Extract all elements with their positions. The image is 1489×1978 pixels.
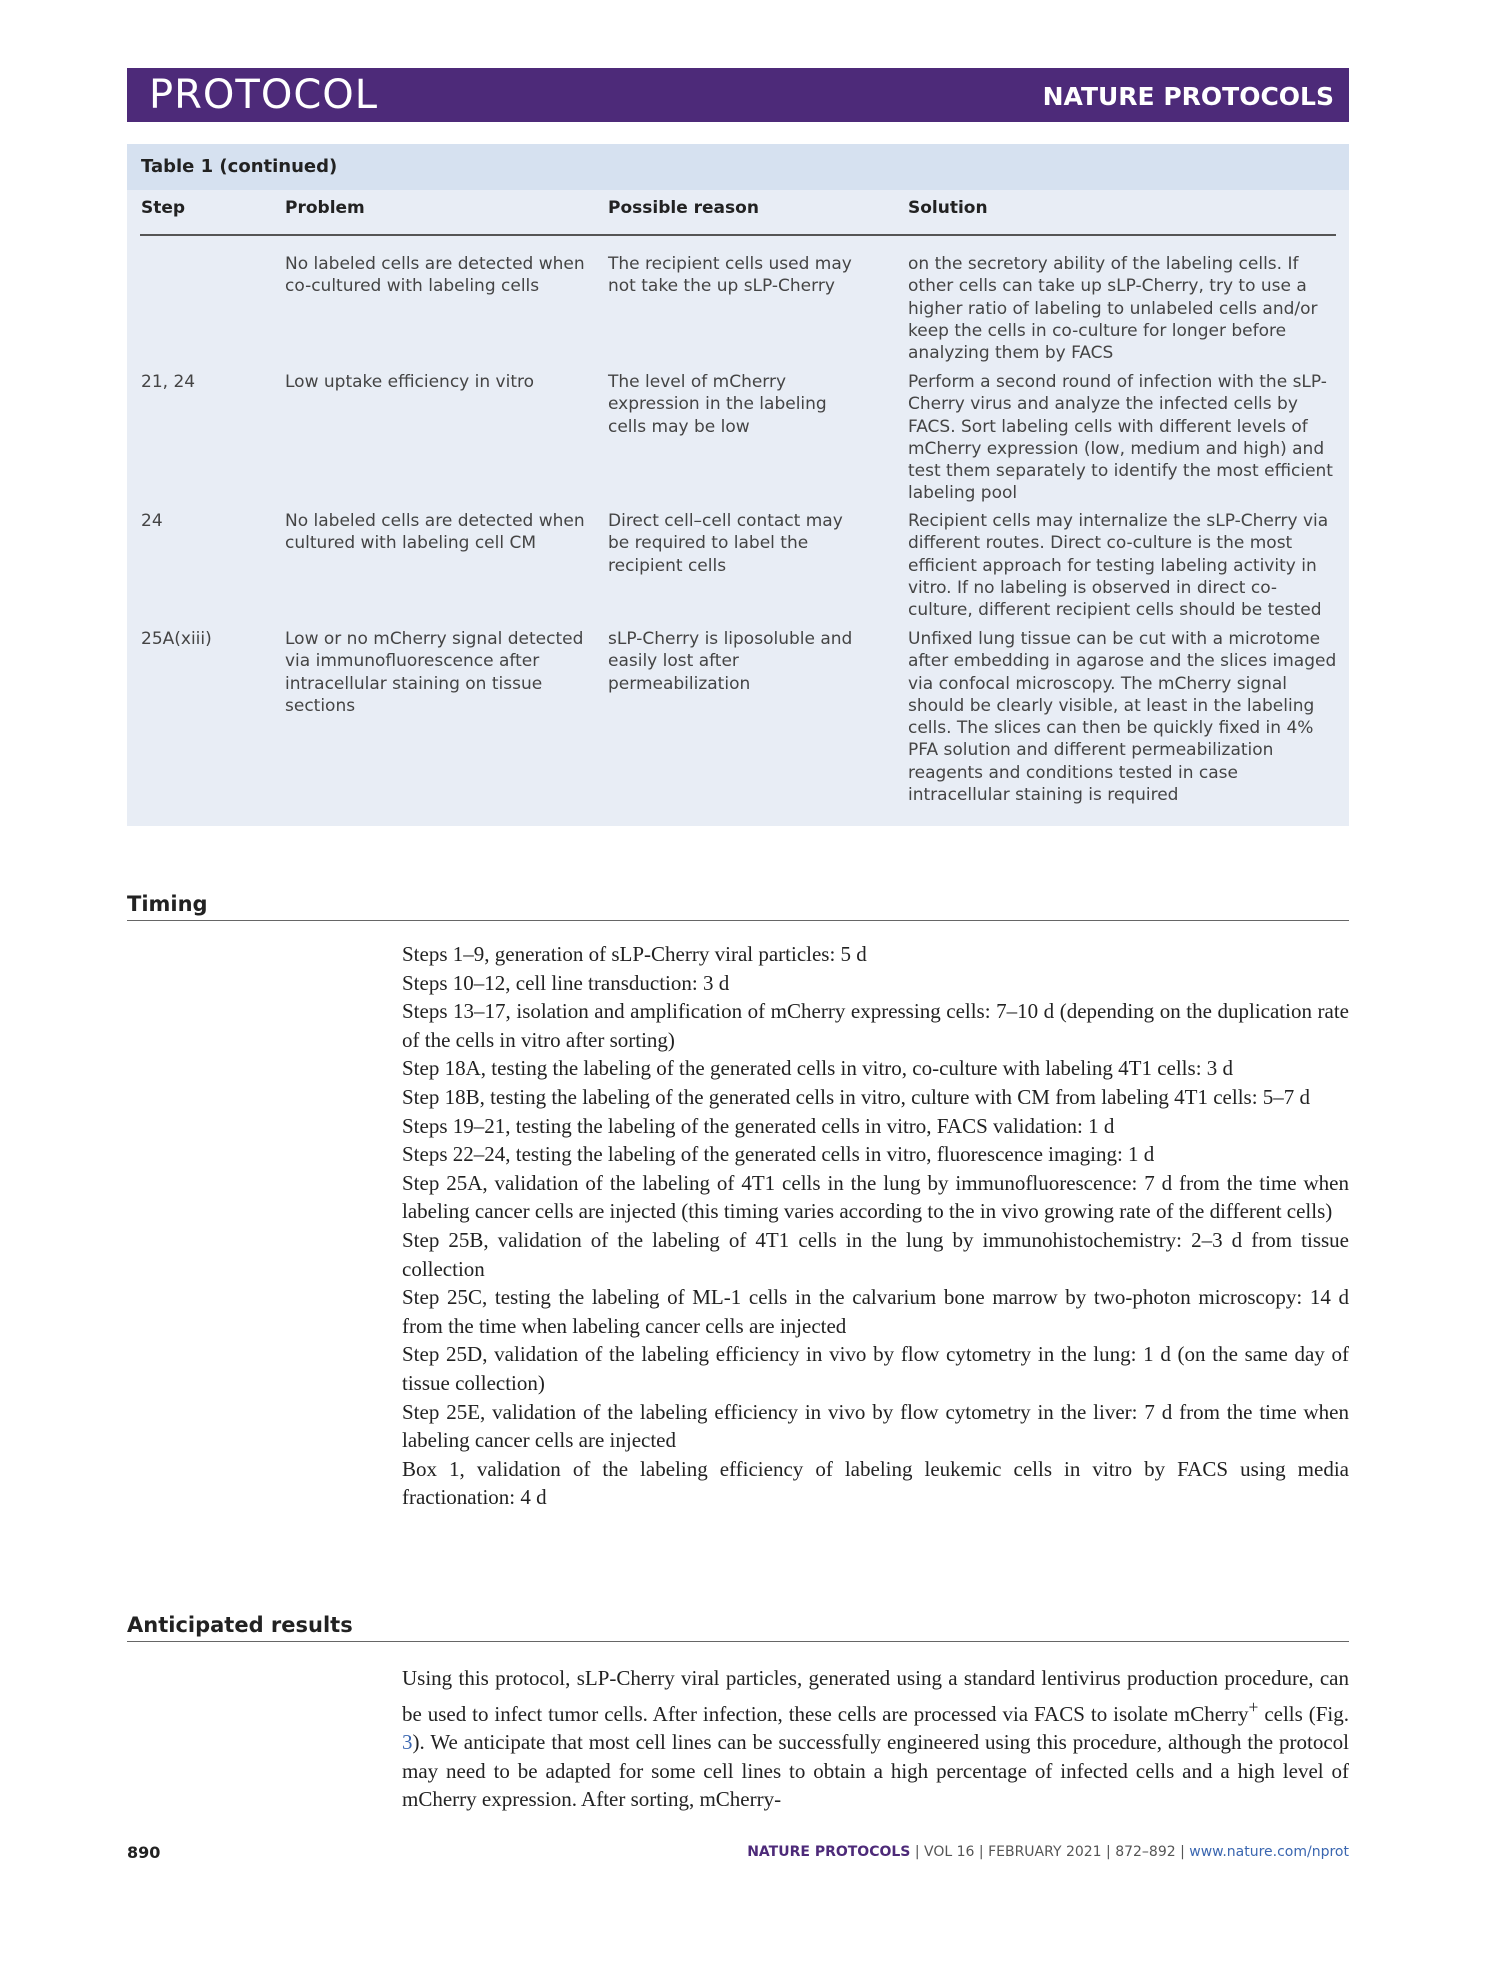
section-label: PROTOCOL: [149, 72, 379, 118]
results-rule: [127, 1641, 1349, 1642]
header-divider: [140, 234, 1336, 236]
timing-item: Step 18A, testing the labeling of the generated cells in vitro, co-culture with labeling 4T1 cells: 3 d: [402, 1056, 1234, 1081]
table-row-problem: No labeled cells are detected when co-cultured with labeling cells: [285, 254, 585, 297]
troubleshooting-table: [127, 144, 1349, 826]
timing-list: [402, 940, 1349, 1512]
results-text: cells (Fig.: [1258, 1701, 1349, 1726]
column-header-problem: Problem: [285, 198, 365, 218]
table-row-problem: Low uptake efficiency in vitro: [285, 372, 535, 392]
table-row-reason: The recipient cells used may not take the up sLP-Cherry: [608, 254, 852, 297]
table-row-reason: Direct cell–cell contact may be required to label the recipient cells: [608, 511, 843, 576]
table-row-problem: Low or no mCherry signal detected via immunofluorescence after intracellular staining on tissue sections: [285, 629, 584, 716]
timing-item: Steps 22–24, testing the labeling of the generated cells in vitro, fluorescence imaging: 1 d: [402, 1142, 1155, 1167]
page-number: 890: [127, 1843, 161, 1862]
table-row-problem: No labeled cells are detected when cultured with labeling cell CM: [285, 511, 585, 554]
table-row-reason: The level of mCherry expression in the labeling cells may be low: [608, 372, 827, 437]
table-row-reason: sLP-Cherry is liposoluble and easily lost after permeabilization: [608, 629, 853, 694]
header-banner: [127, 68, 1349, 122]
table-row-step: 21, 24: [141, 372, 196, 392]
table-row-solution: Unfixed lung tissue can be cut with a microtome after embedding in agarose and the slices imaged via confocal microscopy. The mCherry signal should be clearly visible, at least in the labeling cells. The slices can then be quickly fixed in 4% PFA solution and different permeabilization reagents and conditions tested in case intracellular staining is required: [908, 629, 1337, 806]
timing-rule: [127, 920, 1349, 921]
column-header-step: Step: [141, 198, 186, 218]
journal-name: NATURE PROTOCOLS: [1042, 82, 1334, 111]
footer-citation: NATURE PROTOCOLS | VOL 16 | FEBRUARY 2021 | 872–892 | www.nature.com/nprot: [747, 1844, 1349, 1860]
table-row-solution: Perform a second round of infection with the sLP-Cherry virus and analyze the infected cells by FACS. Sort labeling cells with different levels of mCherry expression (low, medium and high) and test them separately to identify the most efficient labeling pool: [908, 372, 1333, 504]
footer-volume: VOL 16 | FEBRUARY 2021 | 872–892 |: [924, 1844, 1190, 1860]
anticipated-results-heading: Anticipated results: [127, 1613, 353, 1637]
table-row-solution: Recipient cells may internalize the sLP-Cherry via different routes. Direct co-culture is the most efficient approach for testing labeling activity in vitro. If no labeling is observed in direct co-culture, different recipient cells should be tested: [908, 511, 1329, 621]
timing-item: Step 25E, validation of the labeling efficiency in vivo by flow cytometry in the liver: 7 d from the time when labeling cancer cells are injected: [402, 1399, 1349, 1453]
table-caption-text: Table 1 (continued): [141, 156, 338, 177]
results-text: ). We anticipate that most cell lines can be successfully engineered using this procedure, although the protocol may need to be adapted for some cell lines to obtain a high percentage of infected cells and a high level of mCherry expression. After sorting, mCherry-: [402, 1730, 1349, 1812]
timing-item: Box 1, validation of the labeling efficiency of labeling leukemic cells in vitro by FACS using media fractionation: 4 d: [402, 1456, 1349, 1510]
table-caption: [127, 144, 1349, 190]
results-text: Using this protocol, sLP-Cherry viral particles, generated using a standard lentivirus production procedure, can be used to infect tumor cells. After infection, these cells are processed via FACS to isolate mCherry: [402, 1666, 1349, 1726]
results-paragraph: [402, 1664, 1349, 1814]
timing-item: Steps 1–9, generation of sLP-Cherry viral particles: 5 d: [402, 942, 867, 966]
figure-link[interactable]: 3: [402, 1730, 413, 1755]
timing-heading: Timing: [127, 892, 208, 916]
footer-journal: NATURE PROTOCOLS: [747, 1844, 911, 1860]
table-row-step: 24: [141, 511, 163, 531]
timing-item: Steps 19–21, testing the labeling of the generated cells in vitro, FACS validation: 1 d: [402, 1113, 1115, 1138]
timing-item: Step 25D, validation of the labeling efficiency in vivo by flow cytometry in the lung: 1 d (on the same day of tissue collection): [402, 1342, 1349, 1395]
timing-item: Step 25A, validation of the labeling of 4T1 cells in the lung by immunofluorescence: 7 d from the time when labeling cancer cells are injected (this timing varies according to the in vivo growing rate of the different cells): [402, 1170, 1349, 1224]
timing-item: Step 25C, testing the labeling of ML-1 cells in the calvarium bone marrow by two-photon microscopy: 14 d from the time when labeling cancer cells are injected: [402, 1285, 1349, 1338]
column-header-reason: Possible reason: [608, 198, 759, 218]
superscript-plus: +: [1248, 1696, 1259, 1717]
timing-item: Steps 10–12, cell line transduction: 3 d: [402, 970, 730, 995]
timing-item: Step 25B, validation of the labeling of 4T1 cells in the lung by immunohistochemistry: 2–3 d from tissue collection: [402, 1227, 1349, 1281]
table-row-step: 25A(xiii): [141, 629, 212, 649]
footer-url-link[interactable]: www.nature.com/nprot: [1189, 1844, 1349, 1860]
table-row-solution: on the secretory ability of the labeling cells. If other cells can take up sLP-Cherry, try to use a higher ratio of labeling to unlabeled cells and/or keep the cells in co-culture for longer before analyzing them by FACS: [908, 254, 1318, 364]
timing-item: Step 18B, testing the labeling of the generated cells in vitro, culture with CM from labeling 4T1 cells: 5–7 d: [402, 1084, 1311, 1109]
timing-item: Steps 13–17, isolation and amplification of mCherry expressing cells: 7–10 d (depending on the duplication rate of the cells in vitro after sorting): [402, 999, 1349, 1052]
column-header-solution: Solution: [908, 198, 988, 218]
